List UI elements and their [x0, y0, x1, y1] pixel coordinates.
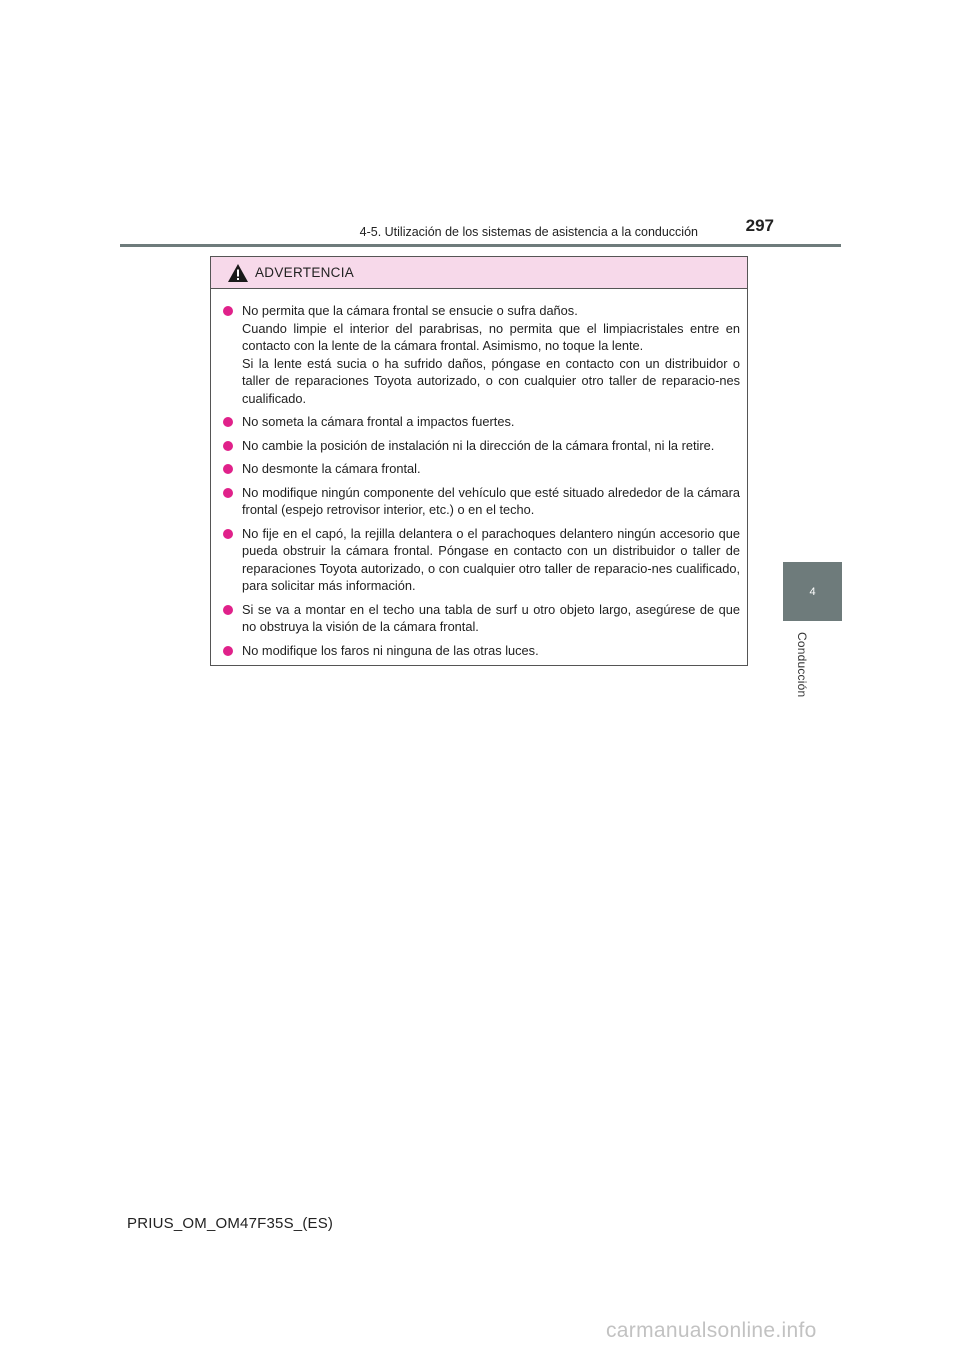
warning-item-text: No fije en el capó, la rejilla delantera o el parachoques delantero ningún accesorio que pueda obstruir la cámara frontal. Póngase en contacto con un distribuidor o taller de reparaciones Toyota autorizado, o con cualquier otro taller de reparacio-nes cualificado, para solicitar más información.	[242, 525, 740, 593]
warning-item-text: Si la lente está sucia o ha sufrido daños, póngase en contacto con un distribuidor o taller de reparaciones Toyota autorizado, o con cualquier otro taller de reparacio-nes cualificado.	[242, 355, 740, 406]
chapter-label-container	[795, 632, 815, 712]
warning-box	[210, 256, 748, 666]
warning-item-text: No modifique los faros ni ninguna de las otras luces.	[242, 642, 539, 658]
document-code: PRIUS_OM_OM47F35S_(ES)	[127, 1215, 334, 1232]
bullet-icon	[223, 529, 233, 539]
bullet-icon	[223, 441, 233, 451]
chapter-tab	[783, 562, 842, 621]
section-title: 4-5. Utilización de los sistemas de asistencia a la conducción	[359, 225, 698, 239]
warning-list	[211, 289, 747, 659]
watermark-text: carmanualsonline.info	[606, 1319, 817, 1342]
warning-item-text: Cuando limpie el interior del parabrisas, no permita que el limpiacristales entre en contacto con la lente de la cámara frontal. Asimismo, no toque la lente.	[242, 320, 740, 353]
warning-triangle-icon	[227, 263, 249, 283]
warning-item	[242, 437, 740, 455]
warning-item-text: No modifique ningún componente del vehículo que esté situado alrededor de la cámara frontal (espejo retrovisor interior, etc.) o en el techo.	[242, 484, 740, 517]
chapter-label: Conducción	[795, 632, 809, 698]
bullet-icon	[223, 646, 233, 656]
warning-item	[242, 413, 740, 431]
warning-item-text: No someta la cámara frontal a impactos fuertes.	[242, 414, 515, 429]
chapter-number: 4	[809, 585, 816, 598]
bullet-icon	[223, 417, 233, 427]
bullet-icon	[223, 488, 233, 498]
page-number: 297	[745, 216, 774, 235]
warning-title: ADVERTENCIA	[255, 265, 355, 280]
warning-item	[242, 525, 740, 595]
warning-item-text: No desmonte la cámara frontal.	[242, 461, 421, 476]
warning-item-text: No permita que la cámara frontal se ensucie o sufra daños.	[242, 303, 578, 318]
warning-item	[242, 642, 740, 660]
warning-item	[242, 601, 740, 636]
header-divider	[120, 244, 841, 247]
warning-item-text: Si se va a montar en el techo una tabla de surf u otro objeto largo, asegúrese de que no obstruya la visión de la cámara frontal.	[242, 601, 740, 634]
warning-item	[242, 484, 740, 519]
warning-header	[211, 257, 747, 289]
warning-item	[242, 460, 740, 478]
bullet-icon	[223, 464, 233, 474]
bullet-icon	[223, 306, 233, 316]
bullet-icon	[223, 605, 233, 615]
warning-item	[242, 302, 740, 407]
page-header	[120, 212, 841, 246]
warning-item-text: No cambie la posición de instalación ni la dirección de la cámara frontal, ni la retire.	[242, 437, 715, 453]
